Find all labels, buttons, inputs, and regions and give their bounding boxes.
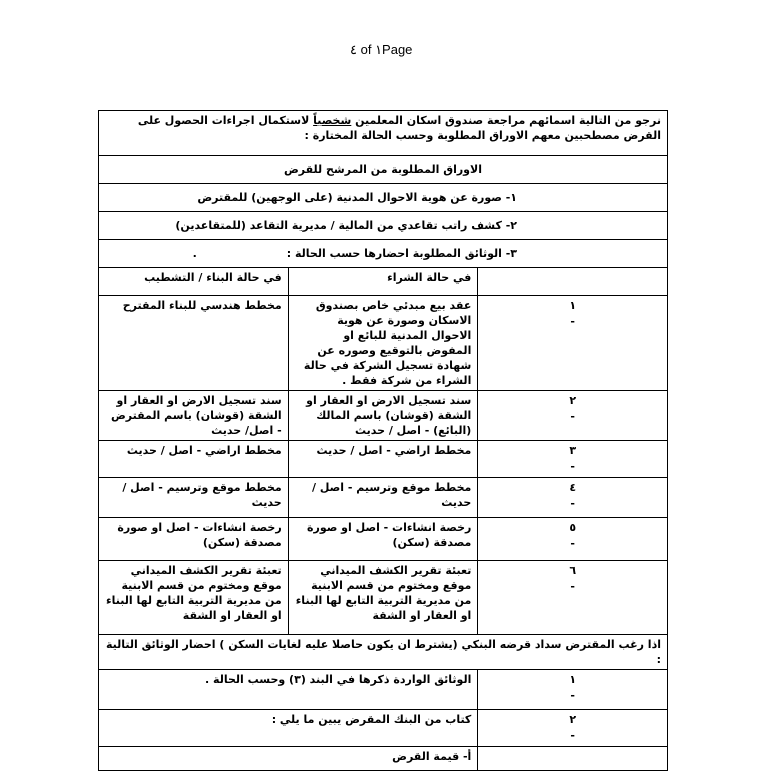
bank-row (99, 747, 668, 771)
bank-row (99, 670, 668, 710)
stray-dot: . (192, 247, 197, 260)
requirement-3: ٣- الوثائق المطلوبة احضارها حسب الحالة :. (99, 240, 668, 268)
requirement-row (99, 212, 668, 240)
requirement-row (99, 184, 668, 212)
header-purchase: في حالة الشراء (288, 268, 478, 296)
purchase-cell: سند تسجيل الارض او العقار او الشقة (قوشان) باسم المالك (البائع) - اصل / حديث (288, 391, 478, 441)
requirement-2: ٢- كشف راتب تقاعدي من المالية / مديرية التقاعد (للمتقاعدين) (99, 212, 668, 240)
table-row (99, 391, 668, 441)
bank-row (99, 710, 668, 747)
row-number: ٦ - (478, 561, 668, 635)
row-number: ١ - (478, 670, 668, 710)
table-row (99, 478, 668, 518)
build-cell: سند تسجيل الارض او العقار او الشقة (قوشان) باسم المقترض - اصل/ حديث (99, 391, 289, 441)
row-number: ٤ - (478, 478, 668, 518)
row-number: ٢ - (478, 391, 668, 441)
build-cell: مخطط موقع وترسيم - اصل / حديث (99, 478, 289, 518)
intro-row (99, 111, 668, 156)
purchase-cell: تعبئة تقرير الكشف الميداني موقع ومختوم من قسم الابنية من مديرية التربية التابع لها البناء او العقار او الشقة (288, 561, 478, 635)
build-cell: مخطط هندسي للبناء المقترح (99, 296, 289, 391)
requirement-row (99, 240, 668, 268)
table-row (99, 441, 668, 478)
requirements-table (98, 110, 668, 771)
purchase-cell: مخطط موقع وترسيم - اصل / حديث (288, 478, 478, 518)
table-row (99, 296, 668, 391)
bank-item-text: كتاب من البنك المقرض يبين ما يلي : (99, 710, 478, 747)
row-number: ٢ - (478, 710, 668, 747)
bank-item-text: الوثائق الواردة ذكرها في البند (٣) وحسب الحالة . (99, 670, 478, 710)
purchase-cell: مخطط اراضي - اصل / حديث (288, 441, 478, 478)
row-number: ١ - (478, 296, 668, 391)
intro-text: نرجو من التالية اسمائهم مراجعة صندوق اسكان المعلمين شخصياً لاستكمال اجراءات الحصول على القرض مصطحبين معهم الاوراق المطلوبة وحسب الحالة المختارة : (99, 111, 668, 156)
table-row (99, 518, 668, 561)
section-title-row (99, 156, 668, 184)
table-row (99, 561, 668, 635)
purchase-cell: رخصة انشاءات - اصل او صورة مصدقة (سكن) (288, 518, 478, 561)
section-title: الاوراق المطلوبة من المرشح للقرض (99, 156, 668, 184)
bank-note-row (99, 635, 668, 670)
page-number: ٤ of ١Page (350, 42, 413, 57)
purchase-cell: عقد بيع مبدئي خاص بصندوق الاسكان وصورة عن هوية الاحوال المدنية للبائع او المفوض بالتوقيع وصوره عن شهادة تسجيل الشركة في حالة الشراء من شركة فقط . (288, 296, 478, 391)
bank-item-text: أ- قيمة القرض (99, 747, 478, 771)
row-number: ٥ - (478, 518, 668, 561)
header-number-cell (478, 268, 668, 296)
build-cell: رخصة انشاءات - اصل او صورة مصدقة (سكن) (99, 518, 289, 561)
build-cell: تعبئة تقرير الكشف الميداني موقع ومختوم من قسم الابنية من مديرية التربية التابع لها البناء او العقار او الشقة (99, 561, 289, 635)
build-cell: مخطط اراضي - اصل / حديث (99, 441, 289, 478)
emphasis-word: شخصياً (313, 114, 352, 127)
column-headers-row (99, 268, 668, 296)
bank-note: اذا رغب المقترض سداد قرضه البنكي (يشترط ان يكون حاصلا عليه لغايات السكن ) احضار الوثائق التالية : (99, 635, 668, 670)
header-build: في حالة البناء / التشطيب (99, 268, 289, 296)
row-number (478, 747, 668, 771)
requirement-1: ١- صورة عن هوية الاحوال المدنية (على الوجهين) للمقترض (99, 184, 668, 212)
row-number: ٣ - (478, 441, 668, 478)
